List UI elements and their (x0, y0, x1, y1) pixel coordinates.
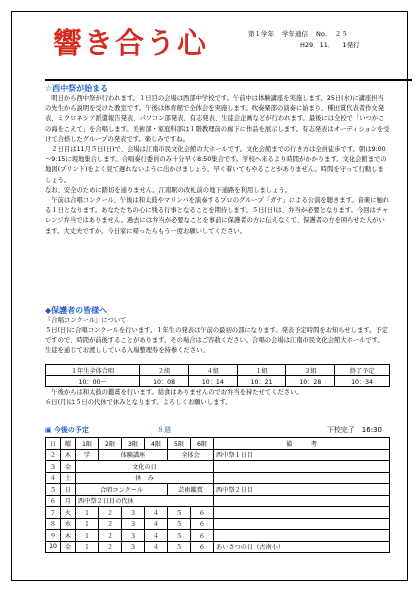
plan-dismiss: 下校完了 16:30 (326, 426, 382, 434)
sec1-heading: ☆西中祭が始まる (45, 84, 109, 93)
cell: ３ (122, 541, 145, 553)
sched-time: 10：28 (286, 376, 335, 387)
cell: ８ (46, 518, 61, 530)
cell: 西中祭２日目の代休 (76, 495, 214, 507)
cell: 体験講座 (99, 449, 168, 461)
cell: １ (76, 518, 99, 530)
plan-col: 日 (46, 438, 61, 450)
sched-header: ３組 (286, 365, 335, 376)
concert-schedule-table (45, 364, 390, 387)
cell: 木 (61, 449, 76, 461)
cell: 月 (61, 495, 76, 507)
cell: 休 み (76, 472, 214, 484)
sched-header: ４組 (188, 365, 237, 376)
cell: １ (76, 507, 99, 519)
plan-col: 曜 (61, 438, 76, 450)
cell: ５ (168, 530, 191, 542)
issue-issued: 1発行 (342, 41, 360, 49)
plan-week: ８週 (157, 426, 171, 434)
cell: ７ (46, 507, 61, 519)
logo-title: 響き合う心 (53, 26, 209, 60)
plan-col: 4限 (145, 438, 168, 450)
cell (214, 518, 390, 530)
sched-header: １年生全体合唱 (46, 365, 140, 376)
table-row (46, 472, 390, 484)
plan-col: 5限 (168, 438, 191, 450)
cell: ４ (145, 541, 168, 553)
table-row (46, 541, 390, 553)
cell: ５ (168, 507, 191, 519)
sched-time: 10：08 (140, 376, 189, 387)
cell: あいさつの日（古南小） (214, 541, 390, 553)
cell: ２ (99, 530, 122, 542)
issue-no-label: No. (316, 30, 327, 38)
table-row (46, 507, 390, 519)
plan-title: 今後の予定 (53, 426, 89, 434)
cell: １ (76, 530, 99, 542)
cell: ９ (46, 530, 61, 542)
issue-date: H29．11． (300, 41, 335, 49)
table-row (46, 495, 390, 507)
sched-time: 10：14 (188, 376, 237, 387)
sched-header: 終了予定 (335, 365, 390, 376)
sched-header: ２組 (140, 365, 189, 376)
cell: ６ (191, 530, 214, 542)
cell: 木 (61, 530, 76, 542)
plan-col: 2限 (99, 438, 122, 450)
cell: ５ (46, 484, 61, 496)
cell: 学 (76, 449, 99, 461)
plan-col: 備 考 (214, 438, 390, 450)
table-row (46, 449, 390, 461)
sched-time: 10：21 (237, 376, 286, 387)
cell: 日 (61, 484, 76, 496)
cell: ４ (46, 472, 61, 484)
table-row (46, 518, 390, 530)
issue-letter: 学年通信 (282, 30, 308, 38)
cell: 火 (61, 507, 76, 519)
sched-time: 10：00～ (46, 376, 140, 387)
cell: ４ (145, 530, 168, 542)
cell: 10 (46, 541, 61, 553)
plan-col: 3限 (122, 438, 145, 450)
cell: 金 (61, 461, 76, 473)
cell: １ (76, 541, 99, 553)
cell: ２ (99, 507, 122, 519)
cell (214, 461, 390, 473)
header-rule (45, 79, 412, 81)
cell: 文化の日 (76, 461, 214, 473)
sec1-body: 明日から西中祭が行われます。１日目の会場は西部中学校です。午前中は体験講座を実施します。25日(水)に講座担当の先生から説明を受けた教室です。午後は体育館で全体会を実施します。吹奏楽部の演奏に始まり、種田賞代表者作文発表、ミクロネシア派遣報告発表、パソコン部発表、有志発表、生徒会企画などが行われます。最後には全校で「いつかこの海をこえて」を合唱します。美術部・家庭科部は１階教理前の廊下に作品を展示します。有志発表はオーディションを受けて合格したグループの発表です。楽しみですね。 ２日目は11月５日(日)で、会場は江南市民文化会館の大ホールです。文化会館までの行き方は全員徒歩です。朝は9:00～9:15に現地集合します。合唱奏行委員のみ十分早く8:50集合です。学校へ来るより時間がかかります。文化会館までの地図(プリント)をよく見て遅れないように出かけましょう。早く着いてもやることがありません。時間を守って行動しましょう。 なお、安全のために踏切を通りません。江南駅の改札前の地下通路を利用しましょう。 午前は合唱コンクール、午後は和太鼓やマリンバを演奏するプロのグループ「ガナ」による公演を聴きます。音楽に触れる１日となります。あなたたちの心に残る行事となることを期待します。５日(日)は、弁当が必要となります。今回はチャレンジ弁当ではありません。過去には弁当が必要なことを事前に保護者の方に伝えなくて、保護者の方を困らせた人がいます。大丈夫ですか。今日家に帰ったらもう一度お願いしてください。 (45, 95, 390, 235)
diamond-icon: ◆ (45, 306, 52, 315)
star-icon: ☆ (45, 84, 53, 93)
cell: ４ (145, 518, 168, 530)
cell: ６ (191, 541, 214, 553)
cell: 芸術鑑賞 (168, 484, 214, 496)
table-row (46, 461, 390, 473)
plan-col: 6限 (191, 438, 214, 450)
issue-info (248, 29, 398, 51)
cell: 水 (61, 518, 76, 530)
cell: ２ (99, 518, 122, 530)
cell: 合唱コンクール (76, 484, 168, 496)
cell: ２ (99, 541, 122, 553)
cell: ４ (145, 507, 168, 519)
plan-col: 1限 (76, 438, 99, 450)
table-row (46, 484, 390, 496)
plan-table (45, 437, 390, 553)
cell (214, 495, 390, 507)
plan-heading (45, 425, 390, 435)
issue-grade: 第１学年 (248, 30, 274, 38)
sec2-sub: 『合唱コンクール』について (45, 317, 127, 324)
cell: ２ (46, 449, 61, 461)
cell: 土 (61, 472, 76, 484)
cell: 金 (61, 541, 76, 553)
cell: ６ (46, 495, 61, 507)
table-row (46, 530, 390, 542)
cell: 西中祭２日目 (214, 484, 390, 496)
cell: ５ (168, 518, 191, 530)
cell: 西中祭１日目 (214, 449, 390, 461)
checkbox-icon: ▣ (45, 426, 52, 434)
cell: ３ (122, 530, 145, 542)
cell: ６ (191, 507, 214, 519)
sec2-body: ５日(日)に合唱コンクールを行います。１年生の発表は午前の最初の部になります。発表予定時間をお知らせします。予定ですので、時間が前後することがあります。その場合はご容赦ください。合唱の会場は江南市民文化会館大ホールです。生徒を通じてお渡ししている入場整理券を持参ください。 (45, 327, 388, 355)
cell: ３ (122, 518, 145, 530)
cell (214, 472, 390, 484)
cell: 全体会 (168, 449, 214, 461)
cell: ３ (46, 461, 61, 473)
sched-time: 10：34 (335, 376, 390, 387)
cell (214, 530, 390, 542)
sec2-heading: ◆保護者の皆様へ (45, 306, 108, 315)
cell: ５ (168, 541, 191, 553)
sec2-note: 午後からは和太鼓の鑑賞を行います。給食はありませんのでお弁当を持たせてください。 ６日(月)は５日の代休で休みとなります。よろしくお願いします。 (45, 389, 303, 407)
sched-header: １組 (237, 365, 286, 376)
issue-no: ２５ (334, 30, 348, 38)
cell: ６ (191, 518, 214, 530)
cell (214, 507, 390, 519)
cell: ３ (122, 507, 145, 519)
